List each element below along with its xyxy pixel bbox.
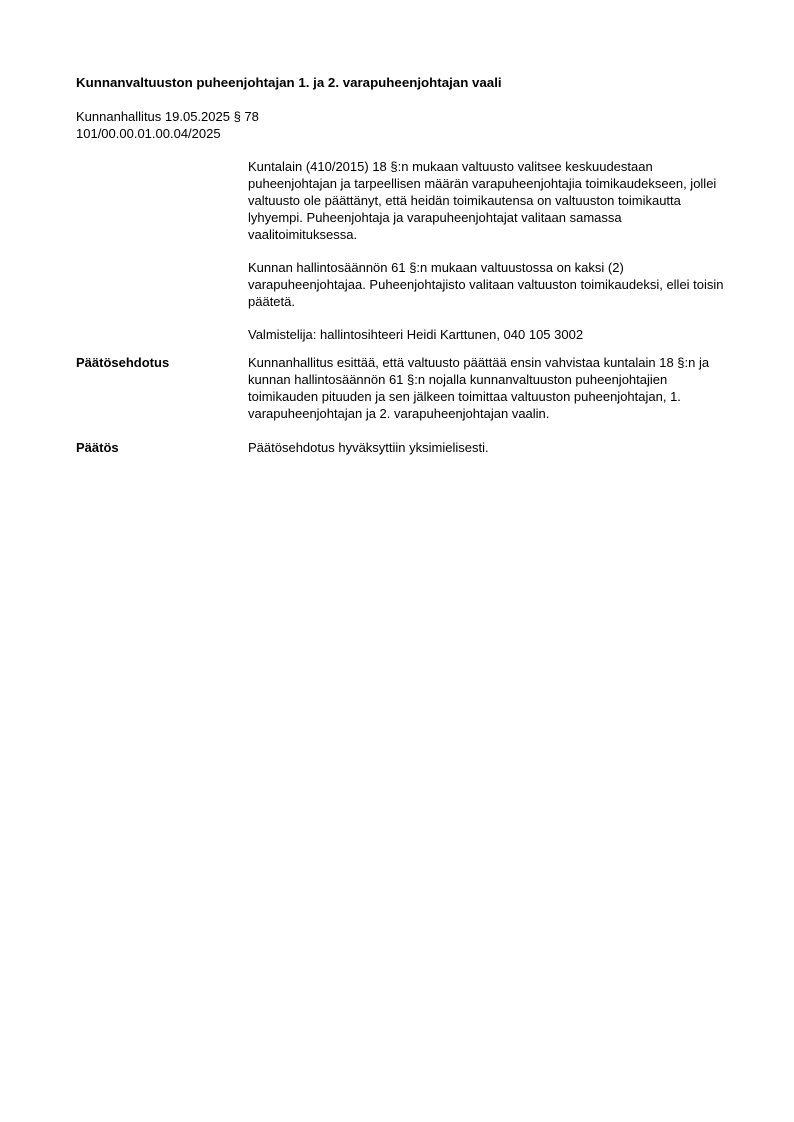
document-meta — [76, 108, 736, 142]
background-text — [248, 158, 734, 343]
paragraph-municipal-act: Kuntalain (410/2015) 18 §:n mukaan valtuusto valitsee keskuudestaan puheenjohtajan ja tarpeellisen määrän varapuheenjohtajia toimikaudekseen, jollei valtuusto ole päättänyt, että heidän toimikautensa on valtuuston toimikautta lyhyempi. Puheenjohtaja ja varapuheenjohtajat valitaan samassa vaalitoimituksessa. — [248, 159, 717, 242]
paragraph-administrative-rule: Kunnan hallintosäännön 61 §:n mukaan valtuustossa on kaksi (2) varapuheenjohtajaa. Puheenjohtajisto valitaan valtuuston toimikaudeksi, ellei toisin päätetä. — [248, 260, 724, 309]
proposal-label: Päätösehdotus — [76, 355, 170, 370]
proposal-text: Kunnanhallitus esittää, että valtuusto päättää ensin vahvistaa kuntalain 18 §:n ja kunnan hallintosäännön 61 §:n nojalla kunnanvaltuuston puheenjohtajien toimikauden pituuden ja sen jälkeen toimittaa valtuuston puheenjohtajan, 1. varapuheenjohtajan ja 2. varapuheenjohtajan vaalin. — [248, 355, 710, 421]
decision-section — [76, 439, 736, 456]
document-page — [76, 74, 736, 456]
proposal-section — [76, 354, 736, 422]
paragraph-preparer: Valmistelija: hallintosihteeri Heidi Karttunen, 040 105 3002 — [248, 327, 584, 342]
decision-label: Päätös — [76, 440, 119, 455]
record-number: 101/00.00.01.00.04/2025 — [76, 126, 221, 141]
document-title: Kunnanvaltuuston puheenjohtajan 1. ja 2. varapuheenjohtajan vaali — [76, 75, 502, 90]
meeting-reference: Kunnanhallitus 19.05.2025 § 78 — [76, 109, 259, 124]
decision-text: Päätösehdotus hyväksyttiin yksimielisesti. — [248, 440, 489, 455]
